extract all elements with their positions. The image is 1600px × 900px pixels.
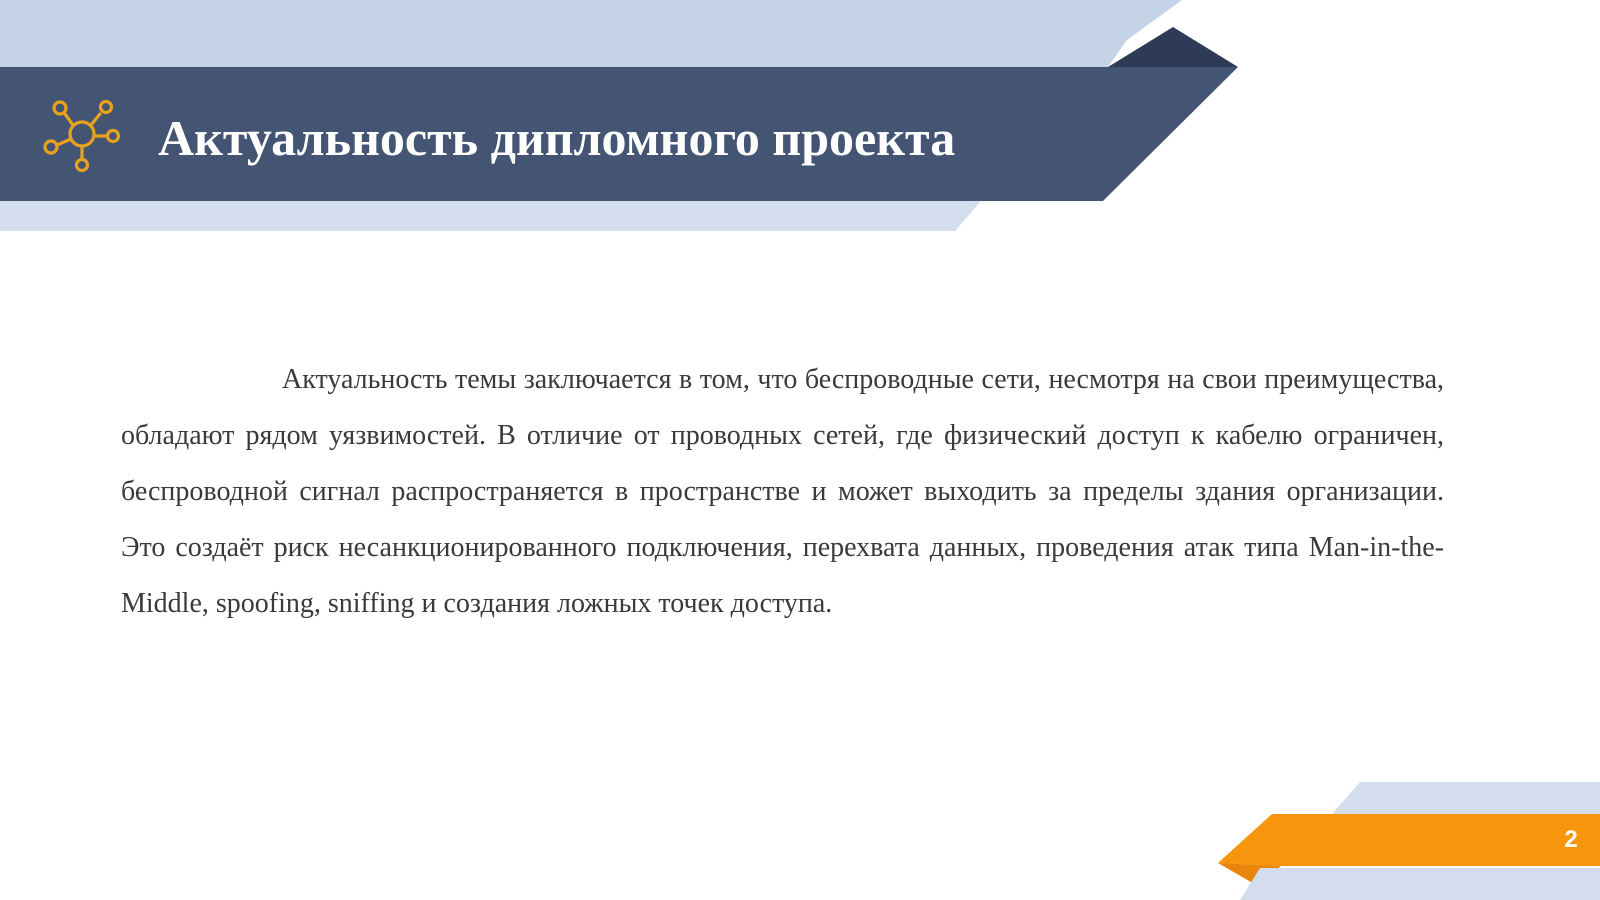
network-nodes-icon — [40, 98, 120, 174]
body-paragraph: Актуальность темы заключается в том, что беспроводные сети, несмотря на свои преимущества, обладают рядом уязвимостей. В отличие от проводных сетей, где физический доступ к кабелю ограничен, беспроводной сигнал распространяется в пространстве и может выходить за пределы здания организации. Это создаёт риск несанкционированного подключения, перехвата данных, проведения атак типа Man-in-the-Middle, spoofing, sniffing и создания ложных точек доступа. — [121, 364, 1444, 619]
footer-orange-band — [1218, 814, 1600, 866]
footer-light-band-top — [1332, 782, 1600, 814]
page-number: 2 — [1564, 826, 1578, 853]
slide-title: Актуальность дипломного проекта — [158, 110, 956, 166]
footer-light-band-bottom — [1240, 868, 1600, 900]
